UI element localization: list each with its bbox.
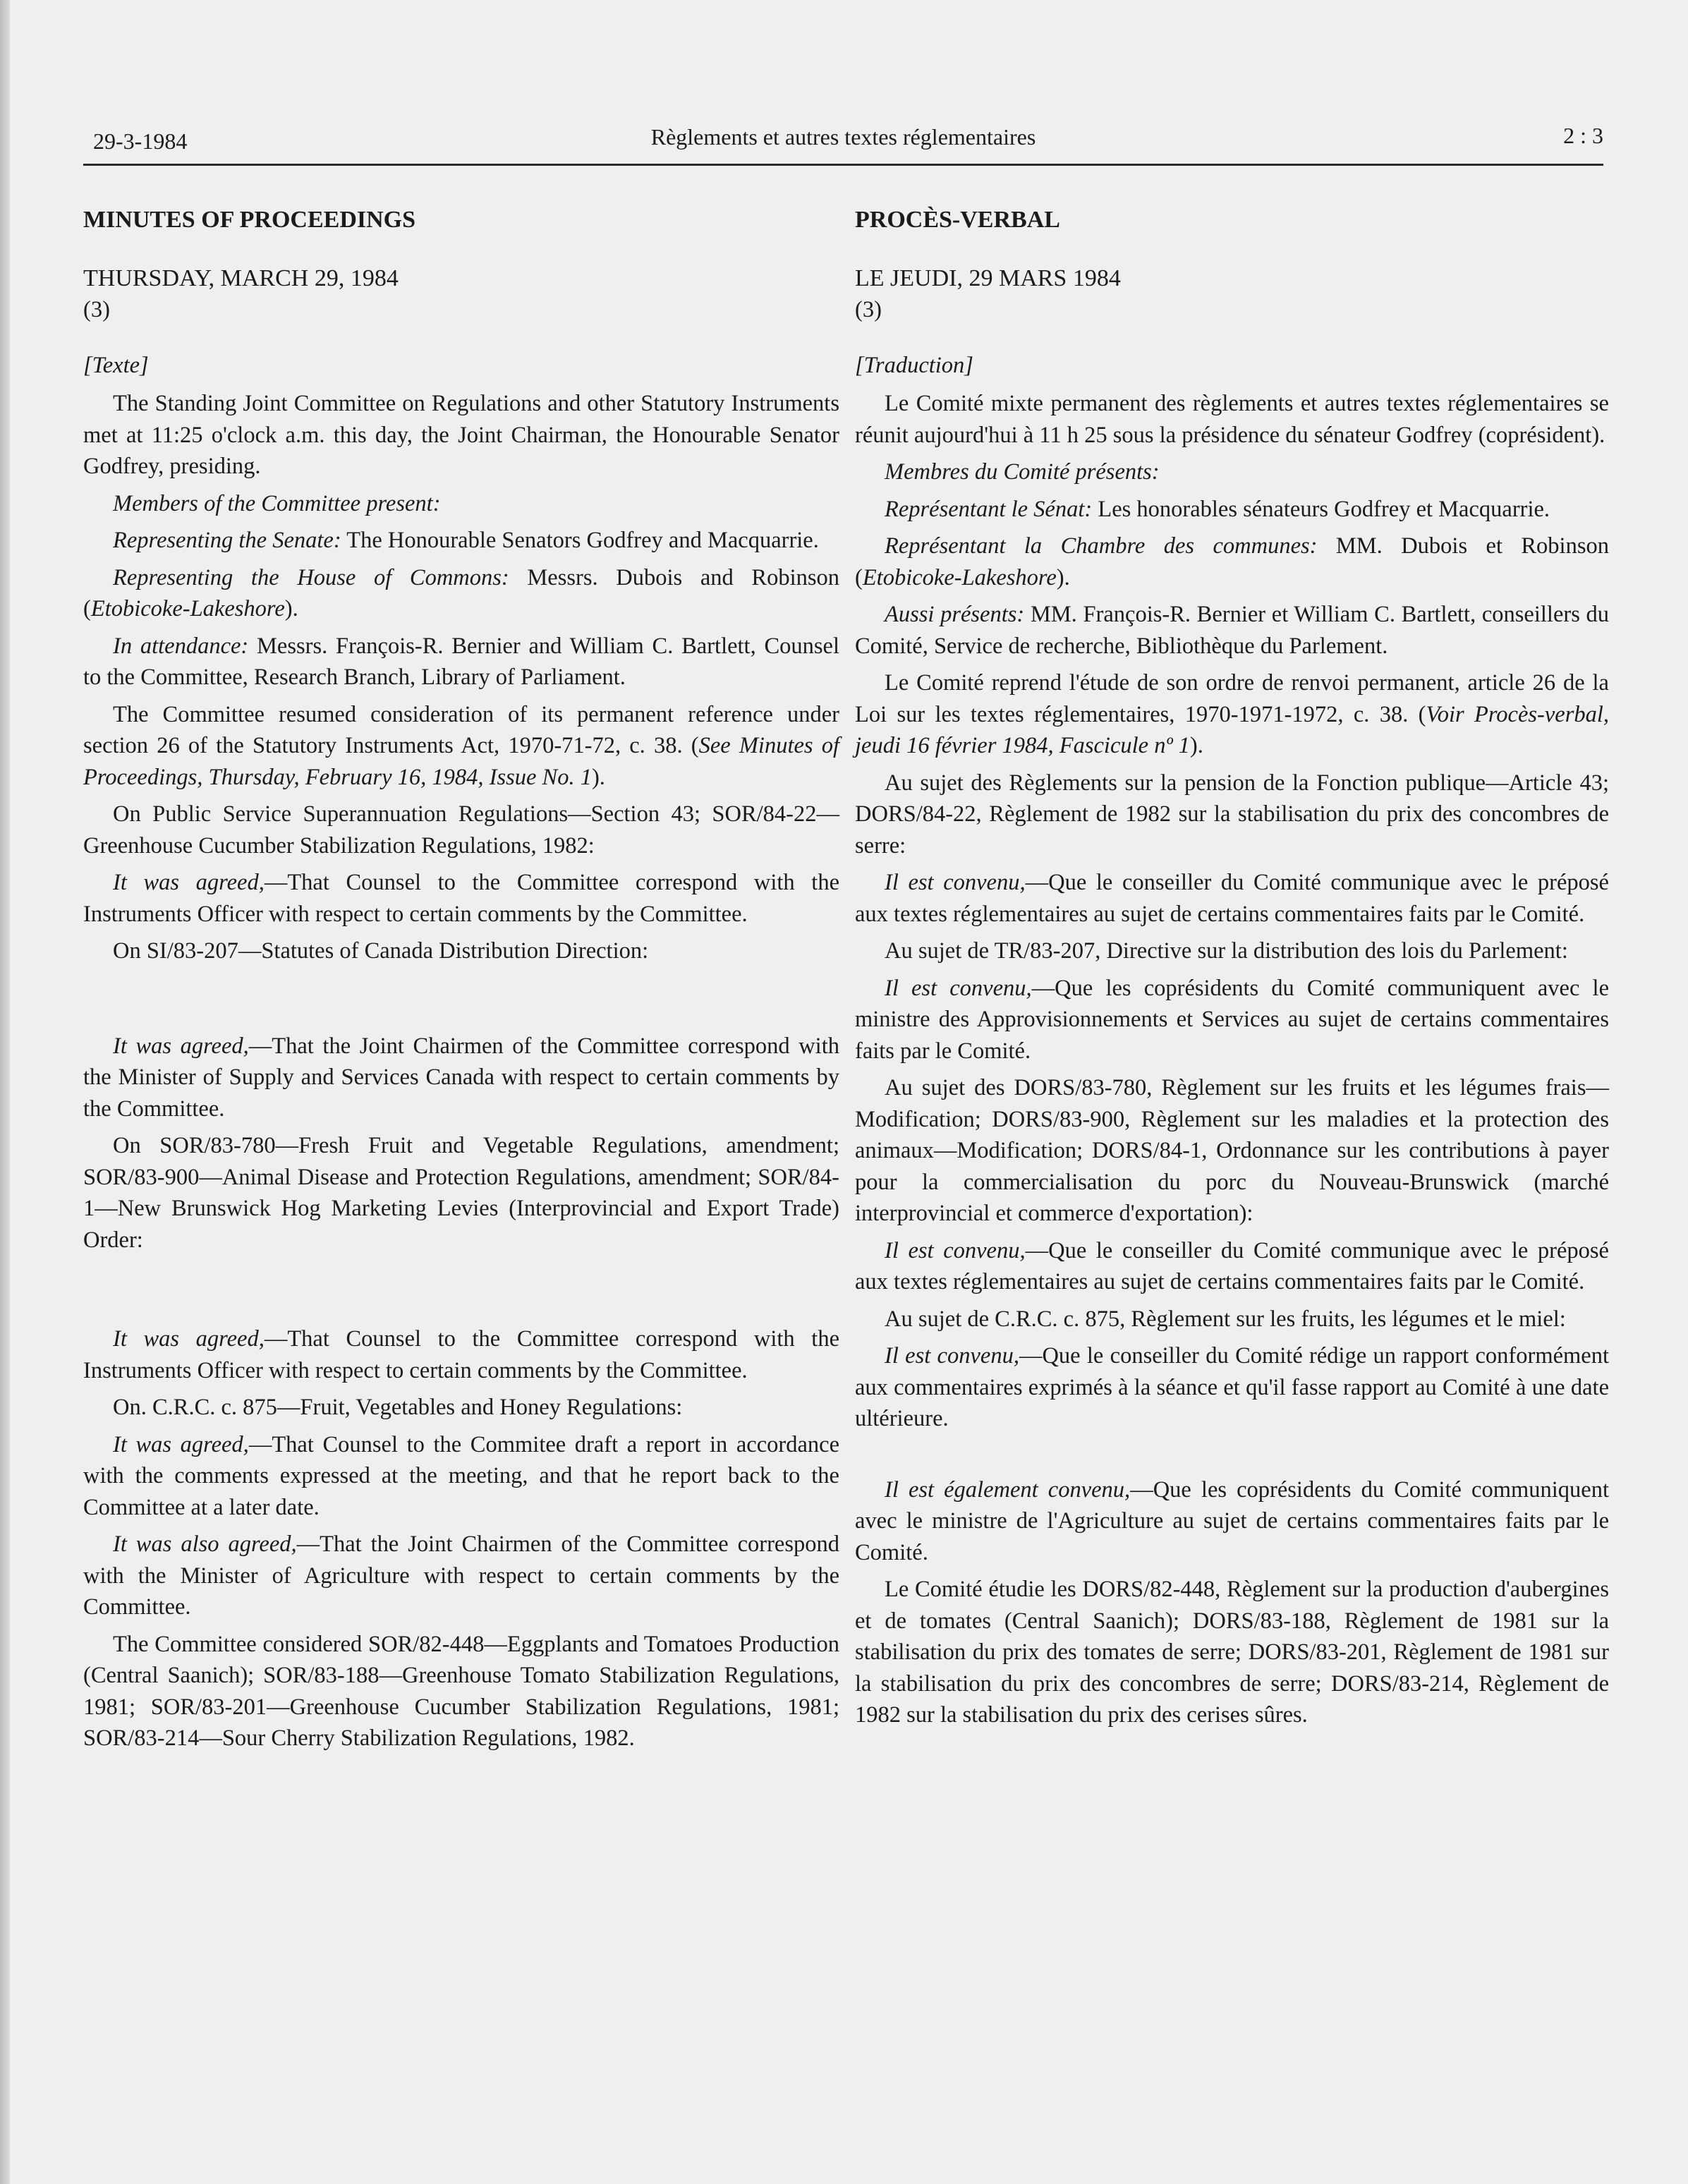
fr-sor780-paragraph: Au sujet des DORS/83-780, Règlement sur les fruits et les légumes frais—Modification; DORS/83-900, Règlement sur les maladies et la protection des animaux—Modification; DORS/84-1, Ordonnance sur les contributions à payer pour la commercialisation du porc du Nouveau-Brunswick (marché interprovincial et commerce d'exportation): (855, 1075, 1609, 1226)
en-agreed-2 (83, 1031, 839, 1125)
fr-commons-end: ). (1056, 564, 1070, 590)
fr-commons-representation (855, 530, 1609, 593)
en-agreed-1-text: —That Counsel to the Committee correspond with the Instruments Officer with respect to certain comments by the Committee. (83, 870, 839, 927)
fr-agreed-2 (855, 973, 1609, 1067)
en-agreed-3 (83, 1323, 839, 1386)
en-opening-paragraph: The Standing Joint Committee on Regulations and other Statutory Instruments met at 11:25 o'clock a.m. this day, the Joint Chairman, the Honourable Senator Godfrey, presiding. (83, 391, 839, 479)
fr-commons-label: Représentant la Chambre des communes: (885, 533, 1318, 559)
running-header (83, 120, 1603, 162)
en-agreed-5-text: —That the Joint Chairmen of the Committee correspond with the Minister of Agriculture with respect to certain comments by the Committee. (83, 1531, 839, 1620)
fr-meeting-date: LE JEUDI, 29 MARS 1984 (855, 265, 1121, 291)
en-sor780-paragraph: On SOR/83-780—Fresh Fruit and Vegetable Regulations, amendment; SOR/83-900—Animal Disease and Protection Regulations, amendment; SOR/84-1—New Brunswick Hog Marketing Levies (Interprovincial and Export Trade) Order: (83, 1133, 839, 1253)
en-si-paragraph: On SI/83-207—Statutes of Canada Distribution Direction: (113, 938, 649, 964)
fr-commons-text: MM. Dubois et Robinson ( (855, 533, 1609, 590)
en-agreed-label: It was agreed, (113, 1326, 265, 1352)
fr-senate-label: Représentant le Sénat: (885, 496, 1093, 522)
fr-resumed-end: ). (1189, 733, 1203, 758)
fr-agreed-3-text: —Que le conseiller du Comité communique avec le préposé aux textes réglementaires au sujet de certains commentaires faits par le Comité. (855, 1237, 1609, 1294)
fr-commons-riding: Etobicoke-Lakeshore (862, 564, 1057, 590)
en-agreed-5 (83, 1529, 839, 1623)
en-commons-end: ). (284, 596, 298, 621)
fr-agreed-label: Il est convenu, (885, 870, 1026, 895)
en-agreed-3-text: —That Counsel to the Committee correspond with the Instruments Officer with respect to certain comments by the Committee. (83, 1326, 839, 1383)
en-agreed-2-text: —That the Joint Chairmen of the Committee correspond with the Minister of Supply and Services Canada with respect to certain comments by the Committee. (83, 1033, 839, 1122)
en-psr-paragraph: On Public Service Superannuation Regulations—Section 43; SOR/84-22—Greenhouse Cucumber Stabilization Regulations, 1982: (83, 801, 839, 859)
fr-agreed-3 (855, 1235, 1609, 1298)
en-agreed-1 (83, 867, 839, 930)
fr-agreed-4-text: —Que le conseiller du Comité rédige un rapport conformément aux commentaires exprimés à la séance et qu'il fasse rapport au Comité à une date ultérieure. (855, 1343, 1610, 1431)
fr-agreed-label: Il est convenu, (885, 1343, 1019, 1369)
en-resumed-paragraph (83, 699, 839, 794)
en-meeting-date: THURSDAY, MARCH 29, 1984 (83, 265, 399, 291)
fr-senate-text: Les honorables sénateurs Godfrey et Macquarrie. (1098, 496, 1550, 522)
fr-members-present: Membres du Comité présents: (885, 459, 1160, 485)
en-commons-text: Messrs. Dubois and Robinson ( (83, 564, 839, 621)
fr-agreed-label: Il est convenu, (885, 1237, 1026, 1263)
english-column (83, 205, 839, 1760)
en-meeting-number: (3) (83, 297, 110, 322)
en-commons-riding: Etobicoke-Lakeshore (90, 596, 285, 621)
header-rule (83, 164, 1603, 166)
fr-agreed-2-text: —Que les coprésidents du Comité communiquent avec le ministre des Approvisionnements et Services au sujet de certains commentaires faits par le Comité. (855, 975, 1610, 1064)
fr-agreed-5-text: —Que les coprésidents du Comité communiquent avec le ministre de l'Agriculture au sujet de certains commentaires faits par le Comité. (855, 1476, 1609, 1565)
en-agreed-label: It was agreed, (113, 1431, 249, 1457)
en-resumed-reference: See Minutes of Proceedings, Thursday, February 16, 1984, Issue No. 1 (83, 733, 839, 790)
fr-opening-paragraph: Le Comité mixte permanent des règlements et autres textes réglementaires se réunit aujourd'hui à 11 h 25 sous la présidence du sénateur Godfrey (coprésident). (855, 391, 1609, 448)
fr-psr-paragraph: Au sujet des Règlements sur la pension de la Fonction publique—Article 43; DORS/84-22, Règlement de 1982 sur la stabilisation du prix des concombres de serre: (855, 770, 1609, 859)
en-agreed-4 (83, 1429, 839, 1524)
fr-agreed-label: Il est convenu, (885, 975, 1032, 1001)
en-attendance-text: Messrs. François-R. Bernier and William C. Bartlett, Counsel to the Committee, Research Branch, Library of Parliament. (83, 633, 840, 690)
en-agreed-label: It was agreed, (113, 1033, 249, 1059)
fr-crc-paragraph: Au sujet de C.R.C. c. 875, Règlement sur les fruits, les légumes et le miel: (885, 1306, 1566, 1332)
en-considered-paragraph: The Committee considered SOR/82-448—Eggplants and Tomatoes Production (Central Saanich); SOR/83-188—Greenhouse Tomato Stabilization Regulations, 1981; SOR/83-201—Greenhouse Cucumber Stabilization Regulations, 1981; SOR/83-214—Sour Cherry Stabilization Regulations, 1982. (83, 1631, 839, 1751)
fr-agreed-1-text: —Que le conseiller du Comité communique avec le préposé aux textes réglementaires au sujet de certains commentaires faits par le Comité. (855, 870, 1609, 927)
page-spine-shadow (0, 0, 10, 2184)
en-crc-paragraph: On. C.R.C. c. 875—Fruit, Vegetables and Honey Regulations: (113, 1395, 683, 1420)
fr-also-agreed-label: Il est également convenu, (885, 1476, 1131, 1503)
en-resumed-end: ). (591, 764, 605, 790)
fr-attendance (855, 599, 1609, 662)
header-page-number: 2 : 3 (1563, 123, 1603, 148)
en-agreed-label: It was agreed, (113, 870, 265, 895)
fr-meeting-number: (3) (855, 297, 882, 322)
en-attendance-label: In attendance: (113, 633, 249, 659)
en-text-tag: [Texte] (83, 352, 149, 378)
fr-heading: PROCÈS-VERBAL (855, 207, 1060, 233)
fr-attendance-label: Aussi présents: (885, 602, 1025, 627)
fr-resumed-paragraph (855, 667, 1609, 762)
en-members-present: Members of the Committee present: (113, 490, 441, 516)
fr-attendance-text: MM. François-R. Bernier et William C. Bartlett, conseillers du Comité, Service de recherche, Bibliothèque du Parlement. (855, 602, 1609, 659)
french-column (855, 205, 1609, 1737)
en-heading: MINUTES OF PROCEEDINGS (83, 207, 416, 233)
fr-agreed-5 (855, 1474, 1609, 1569)
fr-considered-paragraph: Le Comité étudie les DORS/82-448, Règlement sur la production d'aubergines et de tomates (Central Saanich); DORS/83-188, Règlement de 1981 sur la stabilisation du prix des tomates de serre; DORS/83-201, Règlement de 1981 sur la stabilisation du prix des concombres de serre; DORS/83-214, Règlement de 1982 sur la stabilisation du prix des cerises sûres. (855, 1577, 1609, 1728)
header-date: 29-3-1984 (93, 128, 188, 154)
en-resumed-text: The Committee resumed consideration of its permanent reference under section 26 of the Statutory Instruments Act, 1970-71-72, c. 38. ( (83, 701, 839, 758)
fr-text-tag: [Traduction] (855, 352, 973, 378)
en-commons-representation (83, 562, 839, 625)
en-attendance (83, 631, 839, 693)
en-commons-label: Representing the House of Commons: (113, 564, 509, 590)
en-senate-text: The Honourable Senators Godfrey and Macquarrie. (346, 528, 819, 553)
en-senate-label: Representing the Senate: (113, 528, 341, 553)
en-senate-representation (83, 525, 839, 557)
en-also-agreed-label: It was also agreed, (113, 1531, 297, 1557)
en-agreed-4-text: —That Counsel to the Commitee draft a report in accordance with the comments expressed at the meeting, and that he report back to the Committee at a later date. (83, 1431, 839, 1520)
fr-resumed-reference: Voir Procès-verbal, jeudi 16 février 1984, Fascicule nº 1 (855, 701, 1609, 758)
fr-resumed-text: Le Comité reprend l'étude de son ordre de renvoi permanent, article 26 de la Loi sur les textes réglementaires, 1970-1971-1972, c. 38. ( (855, 670, 1609, 727)
header-title: Règlements et autres textes réglementaires (650, 124, 1036, 150)
fr-senate-representation (855, 494, 1609, 526)
fr-agreed-4 (855, 1340, 1609, 1435)
fr-agreed-1 (855, 867, 1609, 930)
fr-si-paragraph: Au sujet de TR/83-207, Directive sur la distribution des lois du Parlement: (885, 938, 1568, 964)
